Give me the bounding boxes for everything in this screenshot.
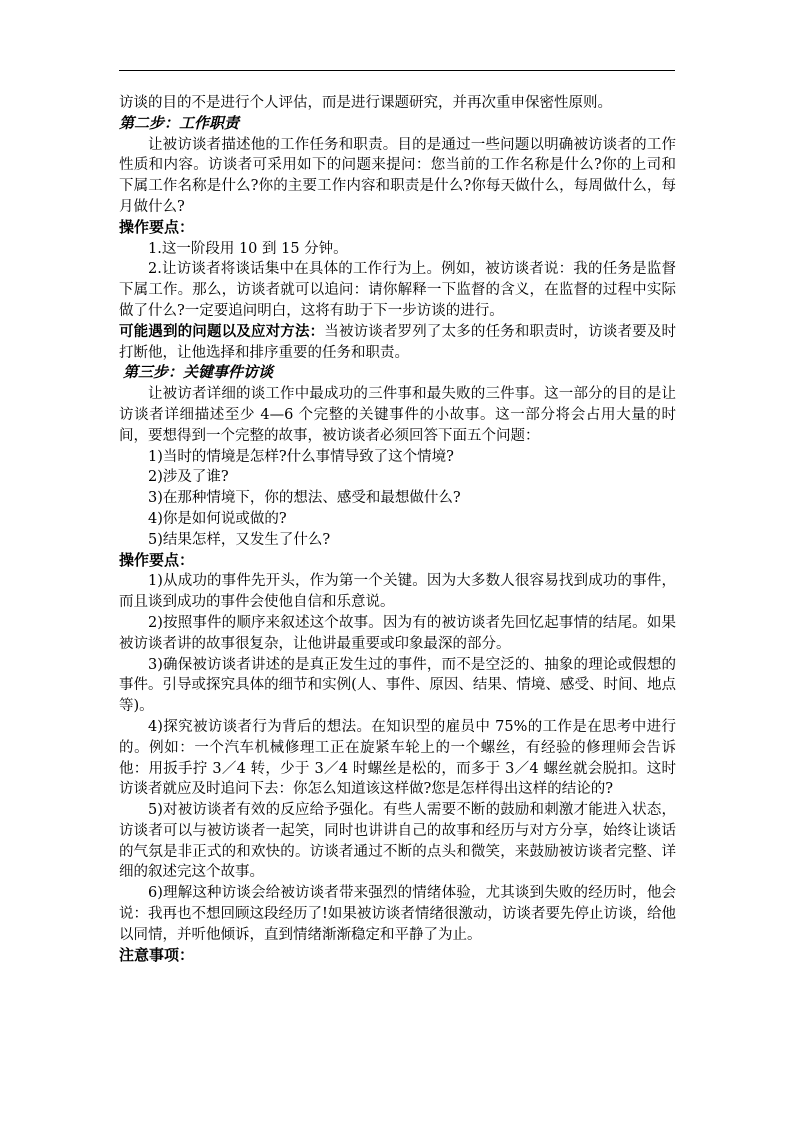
problems-label: 可能遇到的问题以及应对方法： xyxy=(119,323,325,340)
header-rule xyxy=(119,70,675,71)
step3-point-4: 4)探究被访谈者行为背后的想法。在知识型的雇员中 75%的工作是在思考中进行的。例如：一个汽车机械修理工正在旋紧车轮上的一个螺丝，有经验的修理师会告诉他：用扳手拧 3／4 转，少于 3／4 时螺丝是松的，而多于 3／4 螺丝就会脱扣。这时访谈者就应及时追问下去：你怎么知道该这样做?您是怎样得出这样的结论的? xyxy=(119,718,676,798)
step2-point-1: 1.这一阶段用 10 到 15 分钟。 xyxy=(148,240,348,257)
step3-point-3: 3)确保被访谈者讲述的是真正发生过的事件，而不是空泛的、抽象的理论或假想的事件。引导或探究具体的细节和实例(人、事件、原因、结果、情境、感受、时间、地点等)。 xyxy=(119,656,676,715)
step3-point-6: 6)理解这种访谈会给被访谈者带来强烈的情绪体验，尤其谈到失败的经历时，他会说：我再也不想回顾这段经历了!如果被访谈者情绪很激动，访谈者要先停止访谈，给他以同情，并听他倾诉，直到情绪渐渐稳定和平静了为止。 xyxy=(119,885,676,943)
notes-title: 注意事项： xyxy=(119,946,195,964)
problems-text: 当被访谈者罗列了太多的任务和职责时，访谈者要及时打断他，让他选择和排序重要的任务和职责。 xyxy=(119,323,677,361)
step2-problems xyxy=(119,322,676,364)
step3-point-1: 1)从成功的事件先开头，作为第一个关键。因为大多数人很容易找到成功的事件，而且谈到成功的事件会使他自信和乐意说。 xyxy=(119,573,676,611)
step3-question-4: 4)你是如何说或做的? xyxy=(148,510,287,527)
step2-body: 让被访谈者描述他的工作任务和职责。目的是通过一些问题以明确被访谈者的工作性质和内容。访谈者可采用如下的问题来提问：您当前的工作名称是什么?你的上司和下属工作名称是什么?你的主要工作内容和职责是什么?你每天做什么，每周做什么，每月做什么? xyxy=(119,136,676,215)
step3-question-2: 2)涉及了谁? xyxy=(148,469,229,486)
step2-title: 第二步：工作职责 xyxy=(119,115,240,132)
step3-point-2: 2)按照事件的顺序来叙述这个故事。因为有的被访谈者先回忆起事情的结尾。如果被访谈者讲的故事很复杂，让他讲最重要或印象最深的部分。 xyxy=(119,614,676,652)
step3-question-3: 3)在那种情境下，你的想法、感受和最想做什么? xyxy=(148,490,461,507)
document-body xyxy=(119,93,676,966)
step2-point-2: 2.让访谈者将谈话集中在具体的工作行为上。例如，被访谈者说：我的任务是监督下属工作。那么，访谈者就可以追问：请你解释一下监督的含义，在监督的过程中实际做了什么?一定要追问明白，这将有助于下一步访谈的进行。 xyxy=(119,261,676,319)
step3-point-5: 5)对被访谈者有效的反应给予强化。有些人需要不断的鼓励和刺激才能进入状态，访谈者可以与被访谈者一起笑，同时也讲讲自己的故事和经历与对方分享，始终让谈话的气氛是非正式的和欢快的。访谈者通过不断的点头和微笑，来鼓励被访谈者完整、详细的叙述完这个故事。 xyxy=(119,802,676,881)
step3-title: 第三步：关键事件访谈 xyxy=(123,365,274,382)
step3-body: 让被访者详细的谈工作中最成功的三件事和最失败的三件事。这一部分的目的是让访谈者详细描述至少 4—6 个完整的关键事件的小故事。这一部分将会占用大量的时间，要想得到一个完整的故事，被访谈者必须回答下面五个问题： xyxy=(119,386,676,444)
step3-question-1: 1)当时的情境是怎样?什么事情导致了这个情境? xyxy=(148,448,454,465)
intro-line: 访谈的目的不是进行个人评估，而是进行课题研究，并再次重申保密性原则。 xyxy=(119,95,612,111)
step3-points-title: 操作要点： xyxy=(119,551,195,569)
step3-question-5: 5)结果怎样，又发生了什么? xyxy=(148,531,331,548)
step2-points-title: 操作要点： xyxy=(119,218,195,236)
